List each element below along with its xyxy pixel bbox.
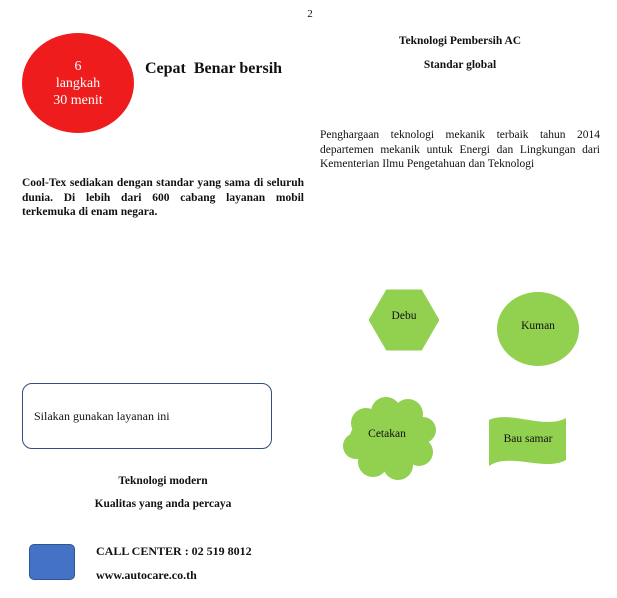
wave-odor	[489, 417, 566, 466]
cloud-mold-label: Cetakan	[368, 428, 406, 440]
website-link[interactable]: www.autocare.co.th	[96, 568, 197, 582]
award-paragraph: Penghargaan teknologi mekanik terbaik tahun 2014 departemen mekanik untuk Energi dan Lingkungan dari Kementerian Ilmu Pengetahuan dan Teknologi	[320, 129, 600, 170]
page-number: 2	[307, 8, 313, 20]
tagline-quality: Kualitas yang anda percaya	[94, 498, 232, 510]
badge-duration: 30 menit	[53, 92, 103, 108]
circle-germs	[497, 292, 579, 366]
intro-paragraph: Cool-Tex sediakan dengan standar yang sama di seluruh dunia. Di lebih dari 600 cabang layanan mobil terkemuka di enam negara.	[22, 177, 304, 218]
tagline-modern: Teknologi modern	[118, 475, 208, 487]
section-subtitle: Standar global	[423, 59, 497, 71]
hexagon-dust	[368, 289, 440, 351]
hexagon-dust-label: Debu	[391, 310, 417, 322]
badge-steps-count: 6	[74, 58, 82, 74]
headline: Cepat Benar bersih	[145, 60, 283, 77]
cloud-mold	[343, 397, 436, 480]
wave-odor-label: Bau samar	[503, 433, 553, 445]
section-title: Teknologi Pembersih AC	[398, 35, 522, 47]
circle-germs-label: Kuman	[521, 320, 555, 332]
call-center-number: CALL CENTER : 02 519 8012	[96, 544, 252, 558]
badge-steps-label: langkah	[55, 75, 101, 91]
service-callout-text: Silakan gunakan layanan ini	[34, 408, 170, 423]
